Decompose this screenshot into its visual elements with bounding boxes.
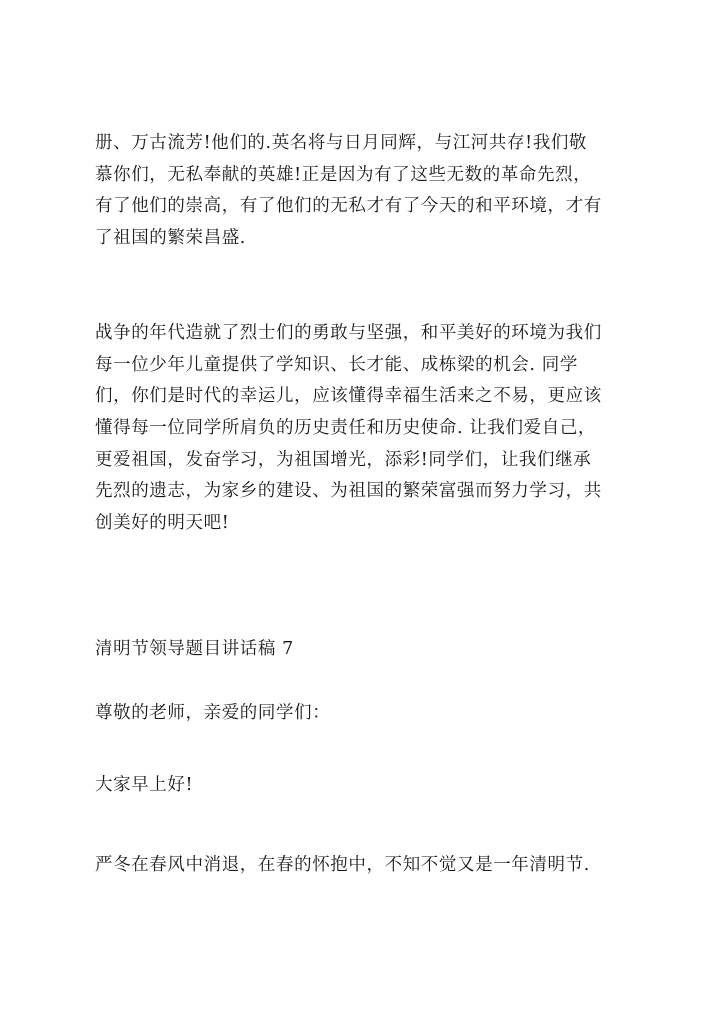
paragraph-line: 们，你们是时代的幸运儿，应该懂得幸福生活来之不易，更应该: [95, 386, 602, 407]
paragraph-line: 了祖国的繁荣昌盛.: [95, 228, 246, 249]
paragraph-line: 有了他们的崇高，有了他们的无私才有了今天的和平环境，才有: [95, 196, 602, 217]
paragraph-peace-era: [95, 318, 640, 540]
paragraph-line: 战争的年代造就了烈士们的勇敢与坚强，和平美好的环境为我们: [95, 323, 602, 343]
paragraph-line: 懂得每一位同学所肩负的历史责任和历史使命. 让我们爱自己，: [95, 418, 597, 439]
paragraph-line: 更爱祖国，发奋学习，为祖国增光，添彩!同学们，让我们继承: [95, 449, 592, 470]
speech-greeting: 大家早上好!: [95, 775, 194, 795]
paragraph-line: 每一位少年儿童提供了学知识、长才能、成栋梁的机会. 同学: [95, 354, 578, 375]
speech-heading: 清明节领导题目讲话稿 7: [95, 639, 294, 659]
paragraph-line: 册、万古流芳!他们的.英名将与日月同辉，与江河共存!我们敬: [95, 133, 588, 153]
speech-salutation: 尊敬的老师，亲爱的同学们：: [95, 703, 331, 723]
paragraph-line: 创美好的明天吧!: [95, 513, 230, 534]
paragraph-heroes-tribute: [95, 128, 640, 255]
paragraph-line: 先烈的遗志，为家乡的建设、为祖国的繁荣富强而努力学习，共: [95, 481, 602, 502]
paragraph-line: 慕你们，无私奉献的英雄!正是因为有了这些无数的革命先烈，: [95, 164, 592, 185]
speech-opening-line: 严冬在春风中消退，在春的怀抱中，不知不觉又是一年清明节.: [95, 855, 590, 875]
